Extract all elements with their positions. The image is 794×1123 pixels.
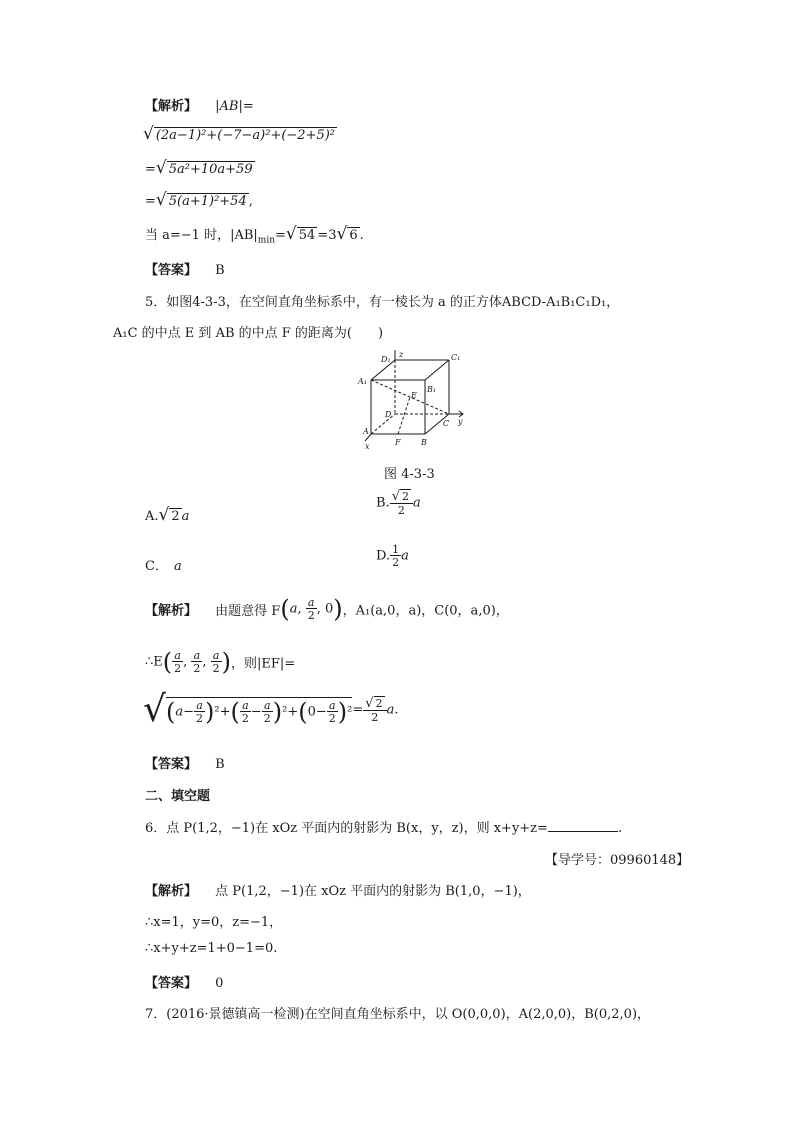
e-frac1-num: a bbox=[174, 649, 181, 662]
e-frac1-den: 2 bbox=[174, 662, 182, 675]
label-b: B bbox=[421, 438, 427, 447]
q6-solution-line-2: ∴x=1，y=0，z=−1， bbox=[145, 915, 283, 930]
sol-a1-c-points: ，A₁(a,0，a)，C(0，a,0)， bbox=[342, 603, 509, 619]
answer-value: B bbox=[215, 757, 225, 772]
figure-caption: 图 4-3-3 bbox=[384, 467, 435, 482]
jiexi-tag: 【解析】 bbox=[145, 603, 198, 619]
result-den: 2 bbox=[363, 710, 386, 723]
e-frac3-num: a bbox=[212, 649, 220, 662]
option-b-var: a bbox=[412, 495, 421, 511]
eq: = bbox=[275, 228, 286, 243]
daan-tag: 【答案】 bbox=[145, 263, 198, 278]
sol-f-z: , 0 bbox=[316, 601, 334, 617]
segment-fe bbox=[398, 397, 410, 434]
option-a-label: A. bbox=[145, 509, 159, 524]
section-title: 二、填空题 bbox=[145, 789, 211, 804]
answer-line-q4 bbox=[145, 259, 225, 278]
option-a: A.√ 2 a bbox=[145, 505, 190, 525]
e-frac2-den: 2 bbox=[193, 662, 201, 675]
option-c bbox=[145, 555, 182, 574]
radicand-1: (2a−1)²+(−7−a)²+(−2+5)² bbox=[155, 128, 336, 143]
sol-f-num: a bbox=[307, 596, 315, 609]
plus-2: ²+ bbox=[282, 704, 299, 719]
answer-line-q5 bbox=[145, 753, 225, 772]
square-3: ² bbox=[347, 704, 353, 719]
label-c: C bbox=[443, 419, 450, 428]
option-d-label: D. bbox=[376, 548, 391, 564]
label-e: E bbox=[411, 391, 417, 400]
radicand-2: 5a²+10a+59 bbox=[168, 162, 253, 177]
radicand-6: 6 bbox=[349, 228, 358, 243]
radicand-3: 5(a+1)²+54 bbox=[168, 194, 247, 209]
e-frac2-num: a bbox=[193, 649, 201, 662]
q6-stem-text: 6．点 P(1,2，−1)在 xOz 平面内的射影为 B(x，y，z)，则 x+y+z= bbox=[145, 821, 548, 836]
result-num: 2 bbox=[375, 697, 383, 710]
min-condition: 当 a=−1 时，|AB| bbox=[145, 228, 258, 243]
radicand-54: 54 bbox=[298, 228, 316, 243]
label-a: A bbox=[363, 427, 369, 436]
sol-ef-eq: ，则|EF|= bbox=[231, 656, 296, 672]
jiexi-tag: 【解析】 bbox=[145, 99, 198, 114]
min-subscript: min bbox=[257, 235, 275, 246]
option-c-label: C． bbox=[145, 559, 168, 574]
result-eq: = bbox=[352, 702, 364, 718]
option-d-numerator: 1 bbox=[392, 543, 400, 556]
edge-b1c1 bbox=[425, 360, 449, 380]
option-d-var: a bbox=[401, 548, 409, 564]
term3-zero: 0− bbox=[307, 704, 327, 719]
result-var: a. bbox=[386, 702, 399, 718]
label-x: x bbox=[365, 442, 370, 451]
eq-3: =3 bbox=[317, 228, 337, 243]
answer-value: 0 bbox=[215, 976, 224, 991]
sol-e-intro: ∴E bbox=[145, 654, 163, 670]
option-d bbox=[376, 544, 409, 568]
option-a-var: a bbox=[181, 509, 190, 524]
solution-line-2: √ (2a−1)²+(−7−a)²+(−2+5)² bbox=[143, 124, 336, 144]
label-c1: C₁ bbox=[451, 353, 461, 362]
label-b1: B₁ bbox=[427, 385, 437, 394]
answer-line-q6 bbox=[145, 972, 223, 991]
sol-f-intro: 由题意得 F bbox=[215, 603, 281, 619]
option-c-var: a bbox=[173, 559, 182, 574]
label-a1: A₁ bbox=[358, 377, 367, 386]
solution-line-5: 当 a=−1 时，$|AB|_{min}=√$ 54 =3√ 6 . bbox=[145, 224, 364, 246]
option-b: B. $\frac{√ 2}{2}$ a bbox=[376, 489, 421, 517]
q5-stem-line-2: A₁C 的中点 E 到 AB 的中点 F 的距离为( ) bbox=[113, 326, 384, 341]
e-frac3-den: 2 bbox=[212, 662, 220, 675]
plus-1: ²+ bbox=[214, 704, 231, 719]
jiexi-tag: 【解析】 bbox=[145, 884, 198, 899]
label-d: D bbox=[385, 410, 392, 419]
cube-figure bbox=[355, 348, 475, 458]
diagonal-a1c bbox=[371, 380, 449, 414]
option-b-label: B. bbox=[376, 495, 390, 511]
period: . bbox=[359, 228, 364, 243]
label-z: z bbox=[399, 350, 404, 359]
solution-line-1 bbox=[145, 95, 254, 114]
q7-stem: 7．(2016·景德镇高一检测)在空间直角坐标系中，以 O(0,0,0)，A(2,0,0)，B(0,2,0)， bbox=[145, 1007, 651, 1022]
answer-value: B bbox=[215, 263, 225, 278]
sol-f-x: a, bbox=[289, 601, 306, 617]
option-a-radicand: 2 bbox=[171, 509, 180, 524]
option-b-numerator: 2 bbox=[401, 490, 409, 503]
solution-line-3: =√ 5a²+10a+59 bbox=[145, 158, 253, 178]
q6-solution-line-3: ∴x+y+z=1+0−1=0. bbox=[145, 941, 278, 956]
q5-solution-line-2: ∴E( $\frac{a}{2}$ , $\frac{a}{2}$ , $\frac{a}{2}$ )，则|EF|= bbox=[145, 648, 296, 676]
q6-solution-line-1 bbox=[145, 880, 531, 899]
q5-solution-line-1: 【解析】 由题意得 F(a, $\frac{a}{2}$ , 0)，A₁(a,0，a)，C(0，a,0)， bbox=[145, 595, 509, 623]
label-f: F bbox=[395, 438, 401, 447]
answer-blank bbox=[548, 821, 618, 832]
q5-solution-line-3: √(a− $\frac{a}{2}$ )²+( $\frac{a}{2}$ − $\frac{a}{2}$ )²+(0− $\frac{a}{2}$ )²= $\frac{√ 2}{2}$ a. bbox=[143, 689, 399, 730]
q6-stem bbox=[145, 817, 622, 836]
option-b-denominator: 2 bbox=[390, 503, 413, 516]
q6-stem-end: . bbox=[617, 821, 623, 836]
ab-length: |AB|= bbox=[215, 99, 254, 114]
q6-sol-text-1: 点 P(1,2，−1)在 xOz 平面内的射影为 B(1,0，−1)， bbox=[215, 884, 531, 899]
eq-sign: = bbox=[145, 194, 156, 209]
guide-number: 【导学号：09960148】 bbox=[545, 853, 690, 868]
label-d1: D₁ bbox=[381, 355, 391, 364]
q5-stem-line-1: 5．如图4-3-3，在空间直角坐标系中，有一棱长为 a 的正方体ABCD-A₁B₁C₁D₁， bbox=[145, 295, 620, 310]
label-y: y bbox=[458, 417, 463, 426]
term1-a: a− bbox=[175, 704, 194, 719]
solution-line-4: =√ 5(a+1)²+54 , bbox=[145, 190, 253, 210]
daan-tag: 【答案】 bbox=[145, 976, 198, 991]
comma: , bbox=[248, 194, 253, 209]
option-d-denominator: 2 bbox=[392, 556, 400, 569]
eq-sign: = bbox=[145, 162, 156, 177]
daan-tag: 【答案】 bbox=[145, 757, 198, 772]
sol-f-den: 2 bbox=[307, 609, 315, 622]
minus-2: − bbox=[250, 704, 262, 719]
